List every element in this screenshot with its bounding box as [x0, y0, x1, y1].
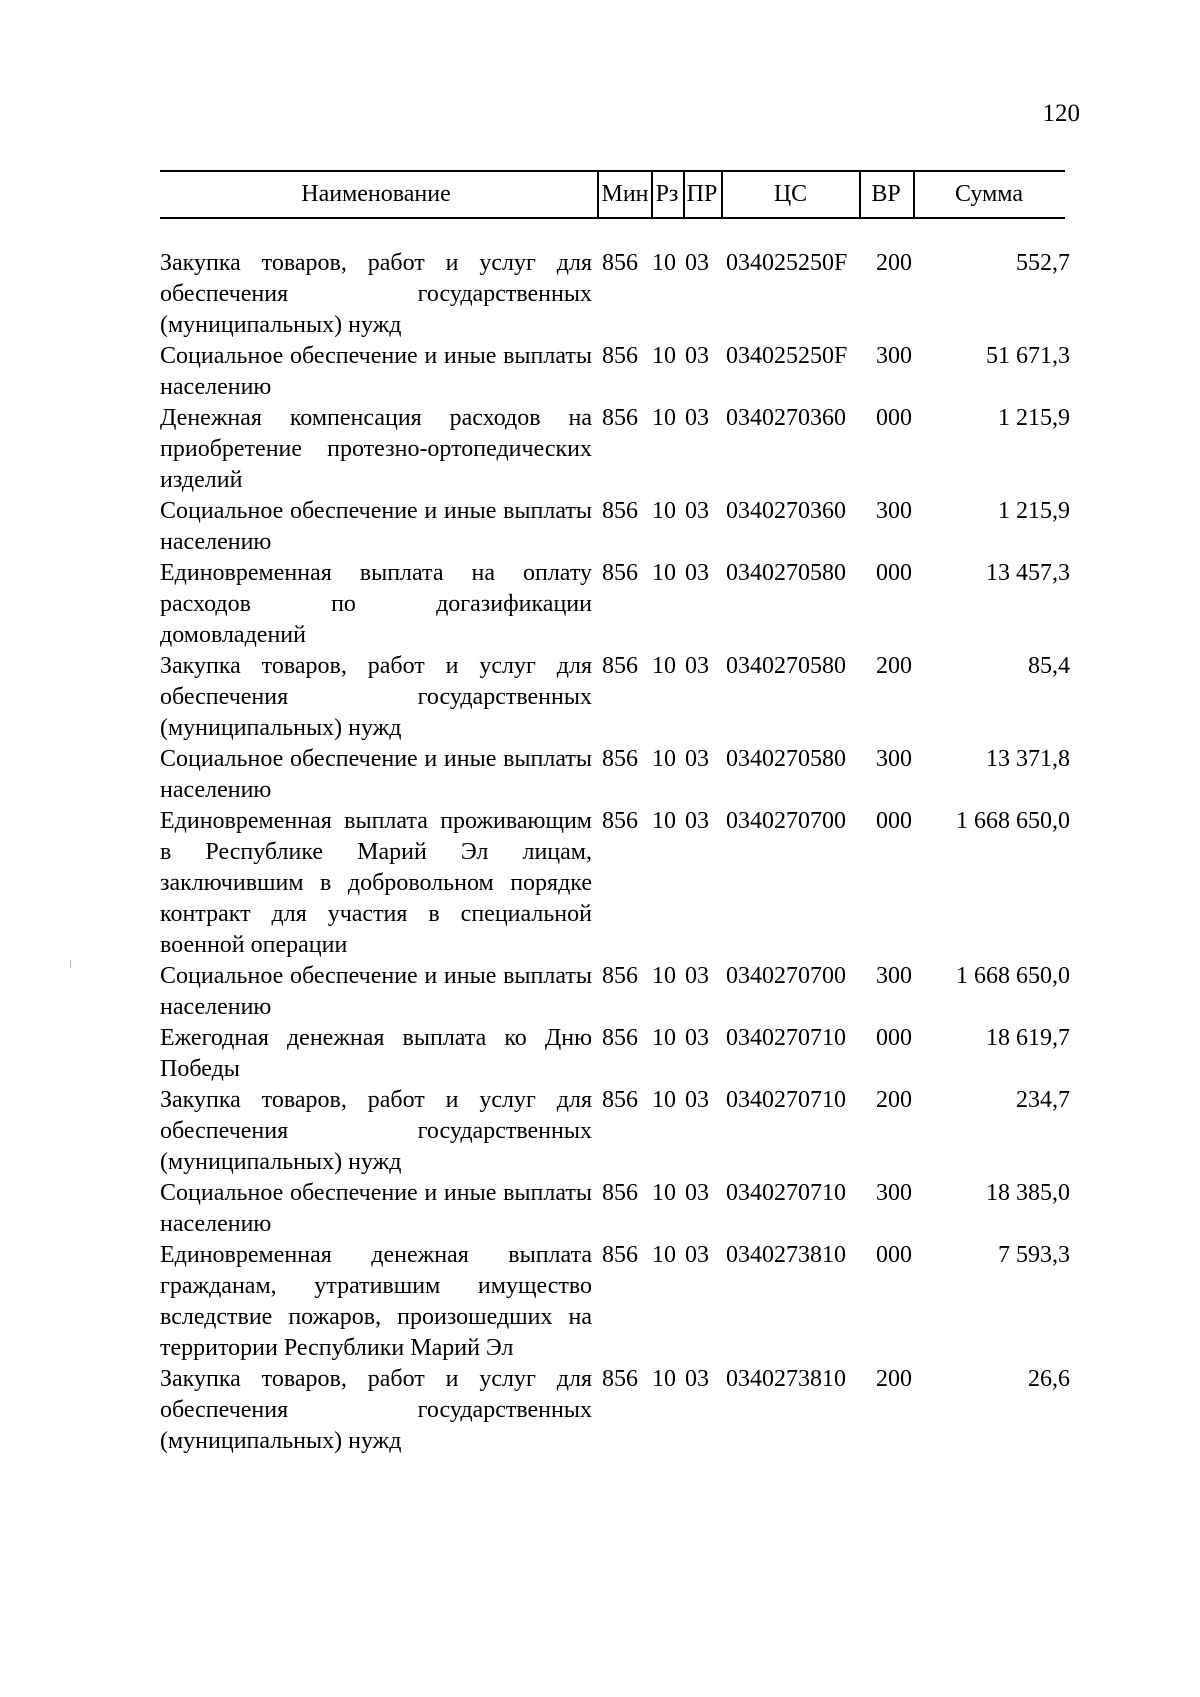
- row-vr: 300: [876, 1180, 912, 1206]
- table-row: [160, 961, 1070, 1023]
- row-vr: 200: [876, 1366, 912, 1392]
- row-sum: 552,7: [1016, 250, 1070, 276]
- row-min: 856: [602, 653, 638, 679]
- row-cs: 0340270710: [726, 1087, 846, 1113]
- row-cs: 0340270700: [726, 808, 846, 834]
- row-min: 856: [602, 963, 638, 989]
- row-name: Ежегодная денежная выплата ко Дню Победы: [160, 1025, 592, 1082]
- table-row: [160, 403, 1070, 496]
- row-name: Социальное обеспечение и иные выплаты населению: [160, 746, 592, 803]
- row-sum: 85,4: [1028, 653, 1070, 679]
- table-row: [160, 1023, 1070, 1085]
- row-sum: 26,6: [1028, 1366, 1070, 1392]
- row-vr: 000: [876, 405, 912, 431]
- table-row: [160, 558, 1070, 651]
- row-pr: 03: [685, 1087, 709, 1113]
- row-pr: 03: [685, 1242, 709, 1268]
- row-pr: 03: [685, 250, 709, 276]
- row-min: 856: [602, 1366, 638, 1392]
- row-rz: 10: [652, 560, 676, 586]
- row-cs: 0340273810: [726, 1242, 846, 1268]
- row-name: Закупка товаров, работ и услуг для обеспечения государственных (муниципальных) нужд: [160, 1366, 592, 1454]
- row-cs: 0340270580: [726, 746, 846, 772]
- row-pr: 03: [685, 1180, 709, 1206]
- row-min: 856: [602, 343, 638, 369]
- header-name: Наименование: [301, 181, 451, 207]
- row-vr: 000: [876, 1242, 912, 1268]
- row-name: Социальное обеспечение и иные выплаты населению: [160, 1180, 592, 1237]
- row-name: Единовременная денежная выплата гражданам, утратившим имущество вследствие пожаров, произошедших на территории Республики Марий Эл: [160, 1242, 592, 1361]
- row-rz: 10: [652, 1180, 676, 1206]
- row-name: Закупка товаров, работ и услуг для обеспечения государственных (муниципальных) нужд: [160, 653, 592, 741]
- row-rz: 10: [652, 1025, 676, 1051]
- row-name: Социальное обеспечение и иные выплаты населению: [160, 498, 592, 555]
- row-cs: 034025250F: [726, 343, 848, 369]
- table-row: [160, 496, 1070, 558]
- row-cs: 0340270710: [726, 1180, 846, 1206]
- header-rz: Рз: [655, 181, 679, 207]
- table-header: [160, 171, 1065, 217]
- row-cs: 0340270580: [726, 560, 846, 586]
- table-row: [160, 248, 1070, 341]
- row-cs: 0340273810: [726, 1366, 846, 1392]
- row-cs: 0340270360: [726, 498, 846, 524]
- row-name: Единовременная выплата на оплату расходов по догазификации домовладений: [160, 560, 592, 648]
- row-min: 856: [602, 1242, 638, 1268]
- row-rz: 10: [652, 250, 676, 276]
- row-sum: 1 215,9: [998, 498, 1070, 524]
- row-pr: 03: [685, 1366, 709, 1392]
- row-pr: 03: [685, 498, 709, 524]
- row-name: Денежная компенсация расходов на приобретение протезно-ортопедических изделий: [160, 405, 592, 493]
- row-name: Закупка товаров, работ и услуг для обеспечения государственных (муниципальных) нужд: [160, 250, 592, 338]
- header-vr: ВР: [871, 181, 901, 207]
- row-rz: 10: [652, 498, 676, 524]
- row-pr: 03: [685, 560, 709, 586]
- table-row: [160, 1240, 1070, 1364]
- row-vr: 300: [876, 498, 912, 524]
- row-sum: 1 215,9: [998, 405, 1070, 431]
- table-row: [160, 1085, 1070, 1178]
- row-pr: 03: [685, 746, 709, 772]
- row-vr: 300: [876, 963, 912, 989]
- row-vr: 000: [876, 808, 912, 834]
- row-min: 856: [602, 1025, 638, 1051]
- row-rz: 10: [652, 653, 676, 679]
- header-bottom-rule: [160, 217, 1065, 219]
- row-min: 856: [602, 1087, 638, 1113]
- row-min: 856: [602, 746, 638, 772]
- page-number: 120: [1042, 100, 1080, 127]
- row-cs: 034025250F: [726, 250, 848, 276]
- header-sum: Сумма: [955, 181, 1023, 207]
- row-rz: 10: [652, 405, 676, 431]
- row-vr: 200: [876, 653, 912, 679]
- row-sum: 7 593,3: [998, 1242, 1070, 1268]
- row-rz: 10: [652, 1366, 676, 1392]
- table-row: [160, 806, 1070, 961]
- row-pr: 03: [685, 405, 709, 431]
- row-vr: 000: [876, 1025, 912, 1051]
- scan-artifact: [70, 960, 71, 968]
- row-vr: 300: [876, 746, 912, 772]
- row-min: 856: [602, 560, 638, 586]
- table-row: [160, 1178, 1070, 1240]
- row-sum: 13 371,8: [986, 746, 1070, 772]
- row-sum: 234,7: [1016, 1087, 1070, 1113]
- row-vr: 200: [876, 250, 912, 276]
- row-rz: 10: [652, 808, 676, 834]
- row-pr: 03: [685, 343, 709, 369]
- header-min: Мин: [601, 181, 649, 207]
- row-name: Закупка товаров, работ и услуг для обеспечения государственных (муниципальных) нужд: [160, 1087, 592, 1175]
- row-vr: 200: [876, 1087, 912, 1113]
- row-name: Единовременная выплата проживающим в Республике Марий Эл лицам, заключившим в добровольном порядке контракт для участия в специальной военной операции: [160, 808, 592, 958]
- row-rz: 10: [652, 746, 676, 772]
- row-name: Социальное обеспечение и иные выплаты населению: [160, 963, 592, 1020]
- row-pr: 03: [685, 1025, 709, 1051]
- row-vr: 300: [876, 343, 912, 369]
- row-cs: 0340270710: [726, 1025, 846, 1051]
- table-row: [160, 341, 1070, 403]
- row-pr: 03: [685, 653, 709, 679]
- row-sum: 18 619,7: [986, 1025, 1070, 1051]
- row-min: 856: [602, 1180, 638, 1206]
- table-row: [160, 1364, 1070, 1457]
- row-name: Социальное обеспечение и иные выплаты населению: [160, 343, 592, 400]
- row-sum: 51 671,3: [986, 343, 1070, 369]
- row-pr: 03: [685, 808, 709, 834]
- row-min: 856: [602, 405, 638, 431]
- row-rz: 10: [652, 1242, 676, 1268]
- table-row: [160, 651, 1070, 744]
- row-min: 856: [602, 808, 638, 834]
- row-rz: 10: [652, 343, 676, 369]
- header-pr: ПР: [686, 181, 718, 207]
- row-sum: 13 457,3: [986, 560, 1070, 586]
- row-cs: 0340270360: [726, 405, 846, 431]
- table-body: [160, 248, 1070, 1457]
- row-pr: 03: [685, 963, 709, 989]
- row-min: 856: [602, 250, 638, 276]
- row-cs: 0340270580: [726, 653, 846, 679]
- row-vr: 000: [876, 560, 912, 586]
- row-sum: 1 668 650,0: [956, 963, 1070, 989]
- row-cs: 0340270700: [726, 963, 846, 989]
- table-row: [160, 744, 1070, 806]
- row-rz: 10: [652, 1087, 676, 1113]
- row-sum: 1 668 650,0: [956, 808, 1070, 834]
- row-rz: 10: [652, 963, 676, 989]
- row-min: 856: [602, 498, 638, 524]
- header-cs: ЦС: [773, 181, 808, 207]
- row-sum: 18 385,0: [986, 1180, 1070, 1206]
